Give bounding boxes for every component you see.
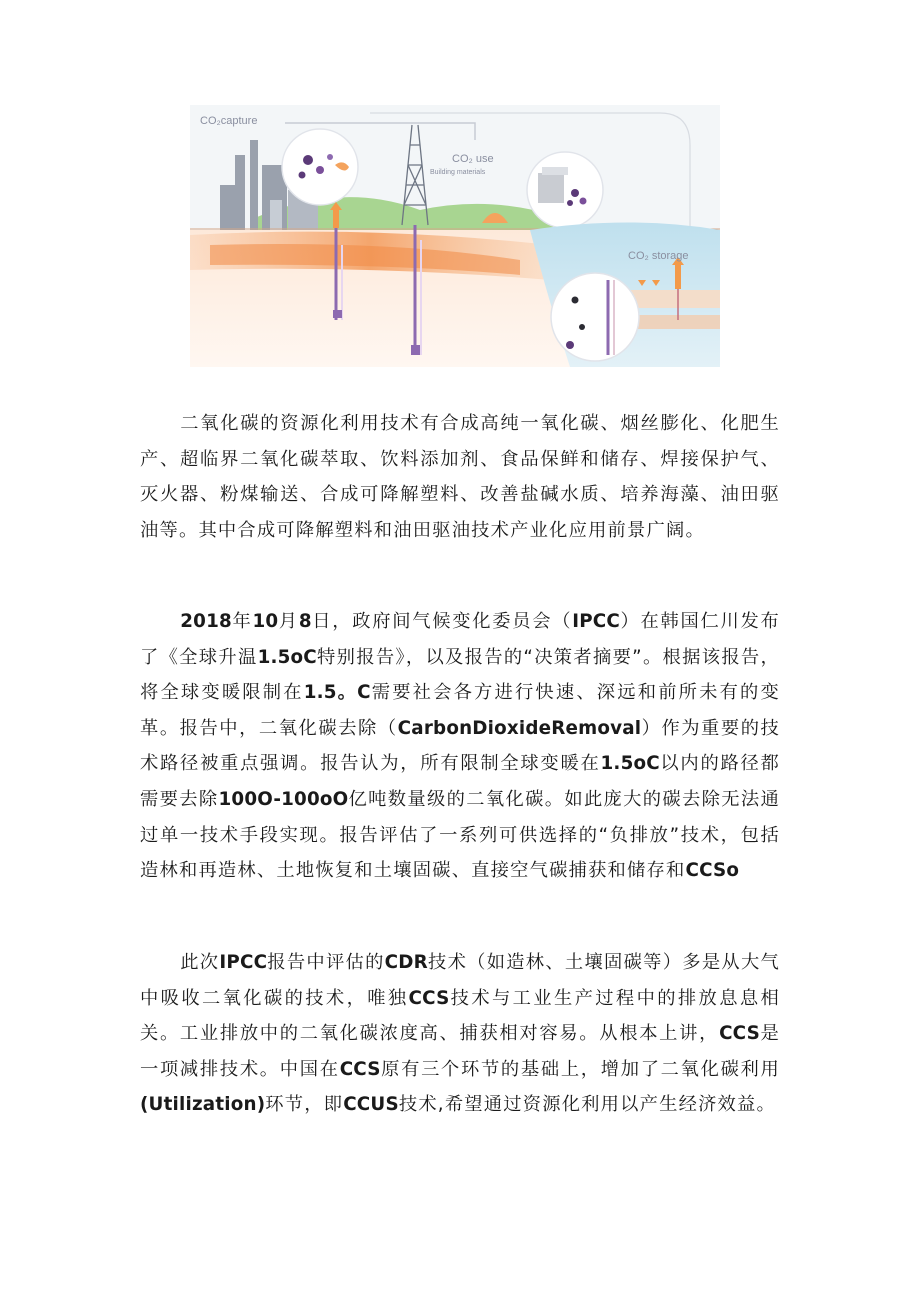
bold-text: CarbonDioxideRemoval xyxy=(397,717,642,739)
text-run: 环节，即 xyxy=(265,1094,344,1116)
bold-text: CCS xyxy=(719,1023,761,1045)
text-run: 月 xyxy=(278,611,299,632)
storage-bubble xyxy=(551,273,639,361)
bold-text: 100O-100oO xyxy=(218,788,349,810)
bold-text: CCUS xyxy=(343,1094,399,1116)
bold-text: 1.5oC xyxy=(257,646,317,668)
bold-text: 2018 xyxy=(180,611,232,632)
bold-text: CCS xyxy=(408,987,450,1009)
bold-text: IPCC xyxy=(219,952,268,973)
text-run: 特别报告》，以及报告的“决策者摘要”。根据该报告，将全球变暖限制在 xyxy=(140,646,780,704)
bold-text: CDR xyxy=(384,952,428,973)
text-run: 技术（如造林、土壤固碳等）多是从大气中吸收二氧化碳的技术，唯独 xyxy=(140,952,780,1009)
ccus-diagram-graphic xyxy=(190,105,720,367)
text-run: 年 xyxy=(231,611,253,632)
text-run: 技术,希望通过资源化利用以产生经济效益。 xyxy=(398,1094,776,1116)
bold-text: 10 xyxy=(252,611,279,632)
text-run: 技术与工业生产过程中的排放息息相关。工业排放中的二氧化碳浓度高、捕获相对容易。从根本上讲， xyxy=(140,987,781,1045)
paragraph-2 xyxy=(140,604,780,889)
paragraph-text xyxy=(140,945,780,1123)
bold-text: 1.5。C xyxy=(303,682,371,704)
bold-text: CCS xyxy=(339,1058,381,1080)
text-run: 原有三个环节的基础上，增加了二氧化碳利用 xyxy=(380,1058,781,1080)
text-run: ）作为重要的技术路径被重点强调。报告认为，所有限制全球变暖在 xyxy=(140,717,780,775)
paragraph-3 xyxy=(140,945,780,1123)
text-run: 此次 xyxy=(180,952,220,973)
text-run: 需要社会各方进行快速、深远和前所未有的变革。报告中，二氧化碳去除（ xyxy=(140,682,780,739)
text-run: 日，政府间气候变化委员会（ xyxy=(311,611,573,632)
text-run: ）在韩国仁川发布了《全球升温 xyxy=(140,611,780,668)
text-run: 以内的路径都需要去除 xyxy=(140,753,781,810)
text-run: 二氧化碳的资源化利用技术有合成高纯一氧化碳、烟丝膨化、化肥生产、超临界二氧化碳萃取、饮料添加剂、食品保鲜和储存、焊接保护气、灭火器、粉煤输送、合成可降解塑料、改善盐碱水质、培养海藻、油田驱油等。其中合成可降解塑料和油田驱油技术产业化应用前景广阔。 xyxy=(140,413,780,541)
ccus-illustration xyxy=(190,105,720,367)
paragraph-text xyxy=(140,406,780,548)
bold-text: IPCC xyxy=(572,611,621,632)
co2-storage-label: CO₂ storage xyxy=(628,250,689,262)
paragraph-1 xyxy=(140,406,780,548)
co2-capture-label: CO₂capture xyxy=(200,115,258,127)
text-run: 亿吨数量级的二氧化碳。如此庞大的碳去除无法通过单一技术手段实现。报告评估了一系列可供选择的“负排放”技术，包括造林和再造林、土地恢复和土壤固碳、直接空气碳捕获和储存和 xyxy=(140,788,780,882)
co2-use-label: CO₂ use xyxy=(452,153,494,165)
paragraph-text xyxy=(140,604,780,889)
text-run: 报告中评估的 xyxy=(267,952,385,973)
bold-text: (Utilization) xyxy=(140,1094,266,1116)
text-run: 是一项减排技术。中国在 xyxy=(140,1023,780,1080)
bold-text: 8 xyxy=(298,611,312,632)
bold-text: 1.5oC xyxy=(600,753,660,775)
bold-text: CCSo xyxy=(685,860,740,882)
building-materials-label: Building materials xyxy=(430,169,486,176)
